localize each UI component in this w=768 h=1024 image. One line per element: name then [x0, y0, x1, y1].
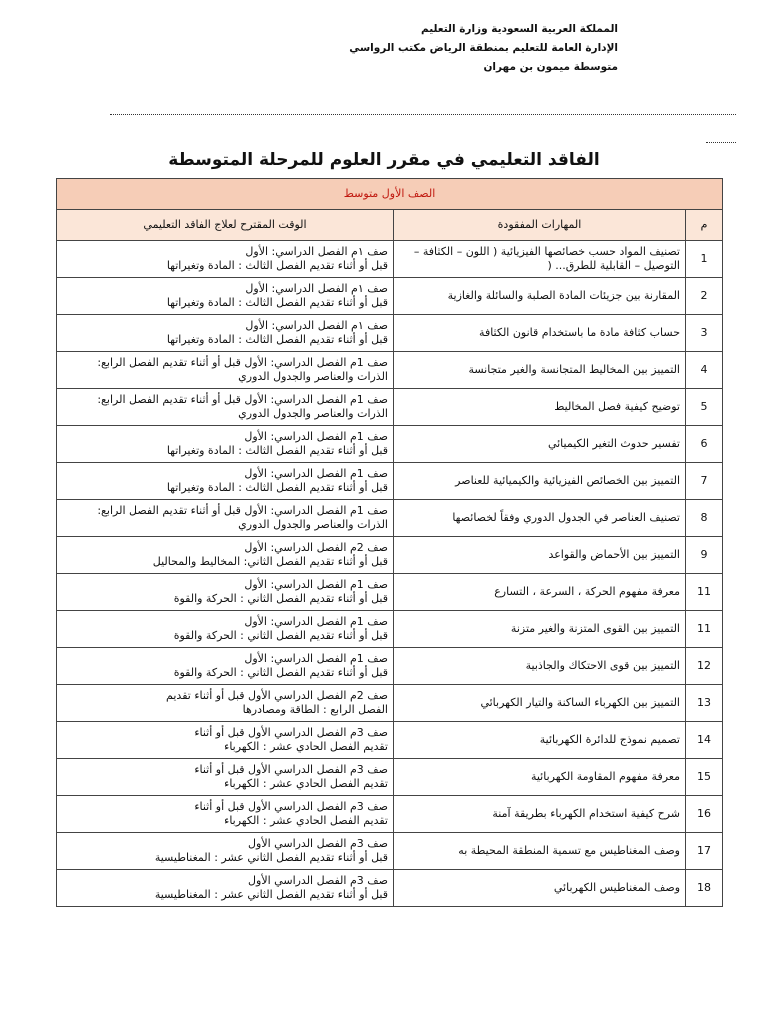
suggested-timing — [57, 574, 394, 611]
grade-row — [57, 179, 723, 210]
missing-skill: التمييز بين القوى المتزنة والغير متزنة — [394, 611, 686, 648]
timing-line-1: صف 3م الفصل الدراسي الأول — [248, 837, 388, 850]
timing-line-2: قبل أو أثناء تقديم الفصل الثاني: المخاليط والمحاليل — [152, 555, 388, 568]
timing-line-1: صف 1م الفصل الدراسي: الأول قبل أو أثناء تقديم الفصل الرابع: — [97, 504, 388, 517]
suggested-timing — [57, 870, 394, 907]
table-row — [57, 241, 723, 278]
page-title: الفاقد التعليمي في مقرر العلوم للمرحلة المتوسطة — [168, 150, 600, 170]
table-row — [57, 722, 723, 759]
suggested-timing — [57, 241, 394, 278]
row-number: 13 — [686, 685, 723, 722]
missing-skill: وصف المغناطيس مع تسمية المنطقة المحيطة به — [394, 833, 686, 870]
table-row — [57, 685, 723, 722]
timing-line-1: صف 1م الفصل الدراسي: الأول قبل أو أثناء تقديم الفصل الرابع: — [97, 393, 388, 406]
header-timing: الوقت المقترح لعلاج الفاقد التعليمي — [57, 210, 394, 241]
table-row — [57, 278, 723, 315]
learning-loss-table — [56, 178, 723, 907]
column-header-row — [57, 210, 723, 241]
table-row — [57, 315, 723, 352]
table-row — [57, 463, 723, 500]
missing-skill: معرفة مفهوم المقاومة الكهربائية — [394, 759, 686, 796]
timing-line-2: قبل أو أثناء تقديم الفصل الثاني عشر : المغناطيسية — [154, 851, 388, 864]
row-number: 11 — [686, 611, 723, 648]
timing-line-1: صف 1م الفصل الدراسي: الأول قبل أو أثناء تقديم الفصل الرابع: — [97, 356, 388, 369]
timing-line-2: تقديم الفصل الحادي عشر : الكهرباء — [224, 814, 388, 827]
missing-skill: التمييز بين الأحماض والقواعد — [394, 537, 686, 574]
missing-skill: التمييز بين الخصائص الفيزيائية والكيميائية للعناصر — [394, 463, 686, 500]
dotted-line-1 — [110, 104, 736, 115]
header-school: متوسطة ميمون بن مهران — [483, 61, 618, 73]
missing-skill: التمييز بين المخاليط المتجانسة والغير متجانسة — [394, 352, 686, 389]
timing-line-1: صف 2م الفصل الدراسي الأول قبل أو أثناء تقديم — [166, 689, 388, 702]
row-number: 14 — [686, 722, 723, 759]
row-number: 3 — [686, 315, 723, 352]
row-number: 11 — [686, 574, 723, 611]
missing-skill: وصف المغناطيس الكهربائي — [394, 870, 686, 907]
row-number: 15 — [686, 759, 723, 796]
timing-line-2: تقديم الفصل الحادي عشر : الكهرباء — [224, 740, 388, 753]
table-row — [57, 833, 723, 870]
dotted-line-2 — [706, 132, 736, 143]
timing-line-2: الذرات والعناصر والجدول الدوري — [238, 518, 388, 531]
row-number: 6 — [686, 426, 723, 463]
missing-skill: تفسير حدوث التغير الكيميائي — [394, 426, 686, 463]
suggested-timing — [57, 648, 394, 685]
timing-line-2: قبل أو أثناء تقديم الفصل الثالث : المادة وتغيراتها — [166, 444, 388, 457]
suggested-timing — [57, 796, 394, 833]
missing-skill: المقارنة بين جزيئات المادة الصلبة والسائلة والغازية — [394, 278, 686, 315]
table-row — [57, 537, 723, 574]
row-number: 5 — [686, 389, 723, 426]
missing-skill: تصنيف المواد حسب خصائصها الفيزيائية ( اللون – الكثافة – التوصيل – القابلية للطرق... ( — [394, 241, 686, 278]
header-skill: المهارات المفقودة — [394, 210, 686, 241]
row-number: 8 — [686, 500, 723, 537]
suggested-timing — [57, 722, 394, 759]
suggested-timing — [57, 833, 394, 870]
table-row — [57, 796, 723, 833]
timing-line-1: صف 3م الفصل الدراسي الأول قبل أو أثناء — [194, 800, 388, 813]
suggested-timing — [57, 278, 394, 315]
suggested-timing — [57, 352, 394, 389]
timing-line-1: صف 3م الفصل الدراسي الأول قبل أو أثناء — [194, 763, 388, 776]
timing-line-2: قبل أو أثناء تقديم الفصل الثالث : المادة وتغيراتها — [166, 296, 388, 309]
timing-line-1: صف 1م الفصل الدراسي: الأول — [244, 615, 388, 628]
timing-line-2: قبل أو أثناء تقديم الفصل الثاني عشر : المغناطيسية — [154, 888, 388, 901]
row-number: 17 — [686, 833, 723, 870]
missing-skill: تصميم نموذج للدائرة الكهربائية — [394, 722, 686, 759]
table-row — [57, 352, 723, 389]
table-row — [57, 648, 723, 685]
timing-line-2: قبل أو أثناء تقديم الفصل الثالث : المادة وتغيراتها — [166, 481, 388, 494]
missing-skill: التمييز بين قوى الاحتكاك والجاذبية — [394, 648, 686, 685]
header-administration: الإدارة العامة للتعليم بمنطقة الرياض مكتب الرواسي — [349, 42, 618, 54]
missing-skill: معرفة مفهوم الحركة ، السرعة ، التسارع — [394, 574, 686, 611]
timing-line-2: تقديم الفصل الحادي عشر : الكهرباء — [224, 777, 388, 790]
row-number: 2 — [686, 278, 723, 315]
suggested-timing — [57, 537, 394, 574]
missing-skill: تصنيف العناصر في الجدول الدوري وفقاً لخصائصها — [394, 500, 686, 537]
suggested-timing — [57, 685, 394, 722]
timing-line-2: قبل أو أثناء تقديم الفصل الثاني : الحركة والقوة — [173, 592, 388, 605]
timing-line-1: صف 1م الفصل الدراسي: الأول — [244, 578, 388, 591]
table-row — [57, 759, 723, 796]
row-number: 9 — [686, 537, 723, 574]
row-number: 18 — [686, 870, 723, 907]
suggested-timing — [57, 463, 394, 500]
timing-line-2: قبل أو أثناء تقديم الفصل الثالث : المادة وتغيراتها — [166, 333, 388, 346]
suggested-timing — [57, 759, 394, 796]
missing-skill: حساب كثافة مادة ما باستخدام قانون الكثافة — [394, 315, 686, 352]
header-num: م — [686, 210, 723, 241]
timing-line-2: الذرات والعناصر والجدول الدوري — [238, 370, 388, 383]
timing-line-2: قبل أو أثناء تقديم الفصل الثاني : الحركة والقوة — [173, 666, 388, 679]
header-ministry: المملكة العربية السعودية وزارة التعليم — [420, 23, 618, 35]
timing-line-2: الفصل الرابع : الطاقة ومصادرها — [242, 703, 388, 716]
suggested-timing — [57, 315, 394, 352]
grade-label: الصف الأول متوسط — [57, 179, 723, 210]
missing-skill: توضيح كيفية فصل المخاليط — [394, 389, 686, 426]
timing-line-1: صف 1م الفصل الدراسي: الأول — [244, 652, 388, 665]
row-number: 12 — [686, 648, 723, 685]
suggested-timing — [57, 389, 394, 426]
row-number: 7 — [686, 463, 723, 500]
timing-line-1: صف 2م الفصل الدراسي: الأول — [244, 541, 388, 554]
missing-skill: التمييز بين الكهرباء الساكنة والتيار الكهربائي — [394, 685, 686, 722]
table-row — [57, 389, 723, 426]
timing-line-2: الذرات والعناصر والجدول الدوري — [238, 407, 388, 420]
timing-line-1: صف 1م الفصل الدراسي: الأول — [244, 430, 388, 443]
timing-line-2: قبل أو أثناء تقديم الفصل الثالث : المادة وتغيراتها — [166, 259, 388, 272]
table-row — [57, 426, 723, 463]
timing-line-1: صف ١م الفصل الدراسي: الأول — [245, 245, 388, 258]
timing-line-1: صف 3م الفصل الدراسي الأول — [248, 874, 388, 887]
timing-line-1: صف 1م الفصل الدراسي: الأول — [244, 467, 388, 480]
timing-line-2: قبل أو أثناء تقديم الفصل الثاني : الحركة والقوة — [173, 629, 388, 642]
timing-line-1: صف 3م الفصل الدراسي الأول قبل أو أثناء — [194, 726, 388, 739]
table-row — [57, 574, 723, 611]
table-row — [57, 611, 723, 648]
suggested-timing — [57, 426, 394, 463]
table-row — [57, 870, 723, 907]
timing-line-1: صف ١م الفصل الدراسي: الأول — [245, 282, 388, 295]
suggested-timing — [57, 500, 394, 537]
table-row — [57, 500, 723, 537]
suggested-timing — [57, 611, 394, 648]
document-header — [198, 20, 618, 77]
missing-skill: شرح كيفية استخدام الكهرباء بطريقة آمنة — [394, 796, 686, 833]
row-number: 16 — [686, 796, 723, 833]
row-number: 4 — [686, 352, 723, 389]
timing-line-1: صف ١م الفصل الدراسي: الأول — [245, 319, 388, 332]
row-number: 1 — [686, 241, 723, 278]
